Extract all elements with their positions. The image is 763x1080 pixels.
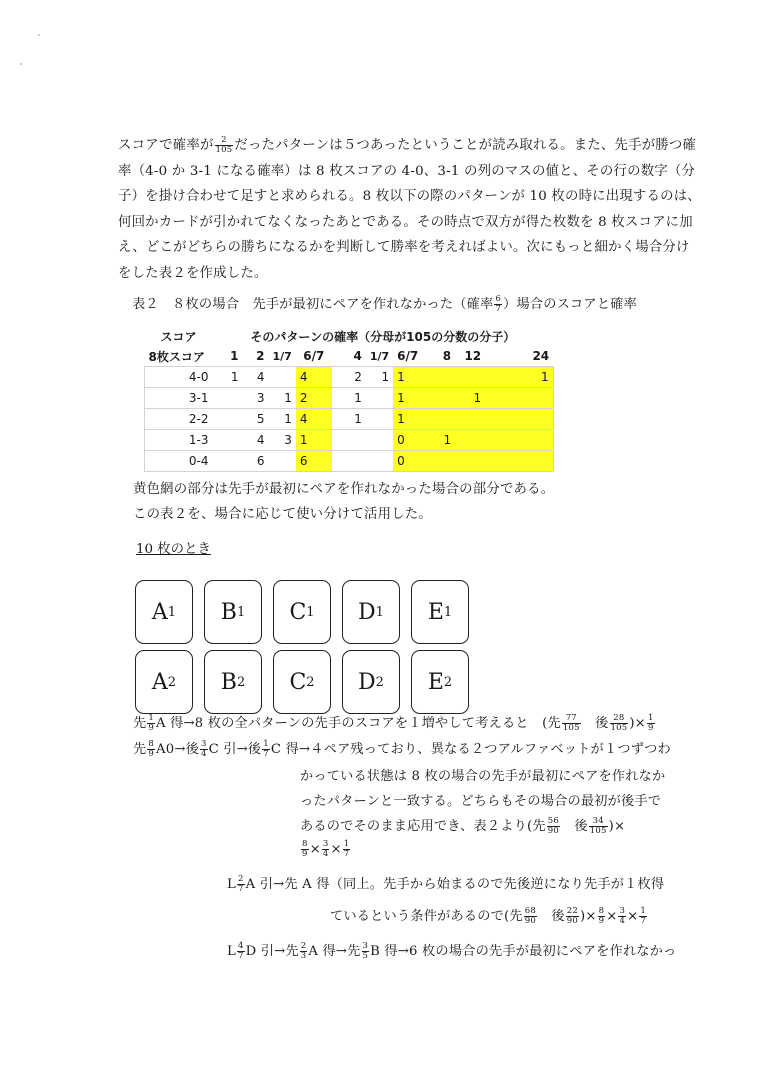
header-col: 1/7 [369,349,390,363]
intro-paragraph [118,133,701,286]
intro-line: 子）を掛け合わせて足すと求められる。8 枚以下の際のパターンが 10 枚の時に出現するのは、 [118,189,701,204]
card: C 1 [273,580,331,644]
fraction: $\frac{68}{90}$ [524,906,536,926]
card: D 1 [342,580,400,644]
intro-line: 何回かカードが引かれてなくなったあとである。その時点で双方が得た枚数を 8 枚スコアに加 [118,214,693,230]
card: B 1 [204,580,262,644]
scan-speck [38,34,40,36]
fraction: $\frac{1}{9}$ [148,713,154,733]
fraction: $\frac{2}{3}$ [300,941,307,961]
header-col: 6/7 [397,349,419,363]
fraction: $\frac{6}{7}$ [495,294,502,314]
card: E 2 [411,650,469,714]
fraction: $\frac{1}{9}$ [647,713,654,733]
intro-line: え、どこがどちらの勝ちになるかを判断して勝率を考えればよい。次にもっと細かく場合分け [118,240,690,255]
fraction: $\frac{77}{105}$ [562,713,580,733]
fraction: $\frac{1}{7}$ [640,906,646,926]
solution-line-2: 先 $\frac{8}{9}$ A0→後 $\frac{3}{4}$ C 引→後 $\frac{1}{7}$ C 得→４ペア残っており、異なる２つアルファベットが１つずつわ [133,739,671,759]
card: C 2 [273,650,331,714]
score-table [144,326,554,472]
intro-line: スコアで確率が $\frac{2}{105}$ だったパターンは５つあったということが読み取れる。また、先手が勝つ確 [118,135,697,155]
fraction: $\frac{2}{7}$ [237,874,244,894]
fraction: $\frac{3}{5}$ [362,941,369,961]
note-table-usage: この表２を、場合に応じて使い分けて活用した。 [133,507,432,522]
header-col: 4 [353,349,362,363]
solution-line-9: L $\frac{4}{7}$ D 引→先 $\frac{2}{3}$ A 得→先 $\frac{3}{5}$ B 得→6 枚の場合の先手が最初にペアを作れなかっ [227,941,677,961]
fraction: $\frac{34}{105}$ [589,816,607,836]
header-col: 24 [532,349,550,363]
table-caption: 表２ ８枚の場合 先手が最初にペアを作れなかった（確率 $\frac{6}{7}$ ）場合のスコアと確率 [132,294,637,314]
fraction: $\frac{56}{90}$ [547,816,560,836]
solution-line-3: かっている状態は 8 枚の場合の先手が最初にペアを作れなか [300,769,666,784]
header-col: 6/7 [303,349,325,363]
header-col: 12 [464,349,482,363]
header-8card-score: 8枚スコア [148,349,205,364]
solution-line-8: ているという条件があるので(先 $\frac{68}{90}$ 後 $\frac{22}{90}$ )× $\frac{8}{9}$ × $\frac{3}{4}$ × $\frac{1}{7}$ [330,906,646,926]
solution-line-7: L $\frac{2}{7}$ A 引→先 A 得（同上。先手から始まるので先後逆になり先手が１枚得 [227,874,665,894]
fraction: $\frac{3}{4}$ [200,739,207,759]
table-row: 4-0 1 4 4 2 1 1 1 [145,367,554,388]
scan-speck [20,63,22,65]
fraction: $\frac{3}{4}$ [322,839,329,859]
fraction: $\frac{1}{7}$ [263,739,269,759]
solution-line-1: 先 $\frac{1}{9}$ A 得→8 枚の全パターンの先手のスコアを１増やして考えると (先 $\frac{77}{105}$ 後 $\frac{28}{105}$ )× $\frac{1}{9}$ [133,713,654,733]
table-row: 0-4 6 6 0 [145,451,554,472]
card: B 2 [204,650,262,714]
header-col: 1/7 [272,349,292,363]
intro-line: をした表２を作成した。 [118,265,268,281]
fraction: $\frac{8}{9}$ [148,739,154,759]
table-row: 3-1 3 1 2 1 1 1 [145,388,554,409]
header-score: スコア [160,329,197,344]
solution-line-4: ったパターンと一致する。どちらもその場合の最初が後手で [300,794,662,809]
fraction: $\frac{22}{90}$ [566,906,578,926]
card: A 1 [135,580,193,644]
header-col: 2 [256,349,265,363]
table-subheader-row [145,346,554,367]
fraction: $\frac{2}{105}$ [215,135,233,155]
fraction: $\frac{8}{9}$ [598,906,605,926]
fraction: $\frac{28}{105}$ [610,713,628,733]
fraction: $\frac{4}{7}$ [237,941,244,961]
solution-line-6: $\frac{8}{9}$ × $\frac{3}{4}$ × $\frac{1}{7}$ [302,839,350,859]
table-row: 2-2 5 1 4 1 1 [145,409,554,430]
card: D 2 [342,650,400,714]
fraction: $\frac{8}{9}$ [302,839,308,859]
section-heading: 10 枚のとき [136,542,211,557]
header-col: 8 [442,349,452,363]
header-probability: そのパターンの確率（分母が105の分数の分子） [250,329,516,344]
solution-line-5: あるのでそのまま応用でき、表２より(先 $\frac{56}{90}$ 後 $\frac{34}{105}$ )× [300,816,626,836]
table-header-row [145,326,554,346]
header-col: 1 [230,349,239,363]
fraction: $\frac{1}{7}$ [343,839,350,859]
fraction: $\frac{3}{4}$ [619,906,626,926]
note-yellow-explanation: 黄色網の部分は先手が最初にペアを作れなかった場合の部分である。 [133,482,555,497]
card: E 1 [411,580,469,644]
card: A 2 [135,650,193,714]
intro-line: 率（4-0 か 3-1 になる確率）は 8 枚スコアの 4-0、3-1 の列のマスの値と、その行の数字（分 [118,163,696,179]
table-row: 1-3 4 3 1 0 1 [145,430,554,451]
